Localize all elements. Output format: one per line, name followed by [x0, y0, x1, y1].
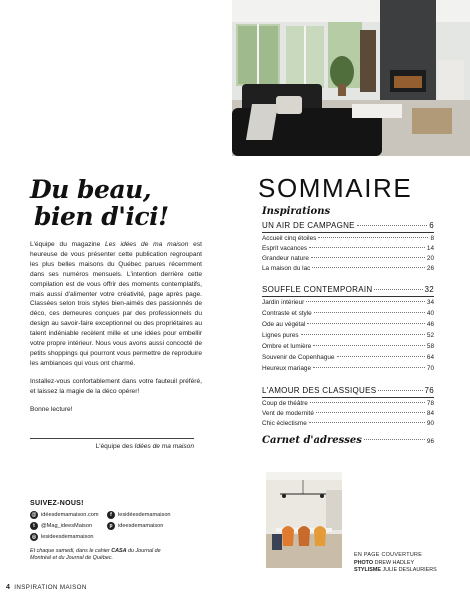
toc-entry[interactable]: Jardin intérieur 34 [262, 299, 434, 306]
toc-entry[interactable]: Ombre et lumière 58 [262, 343, 434, 350]
toc-entry[interactable]: Esprit vacances 14 [262, 245, 434, 252]
social-link-pinterest[interactable]: p ideesdemamaison [107, 522, 163, 530]
toc-entry[interactable]: Souvenir de Copenhague 64 [262, 354, 434, 361]
toc-entry[interactable]: Heureux mariage 70 [262, 365, 434, 372]
signature-divider [30, 438, 194, 439]
social-link-web[interactable]: @ idéesdemamaison.com [31, 512, 99, 518]
instagram-icon: ◎ [31, 534, 37, 540]
toc-section-contemporain[interactable]: SOUFFLE CONTEMPORAIN 32 [262, 285, 434, 294]
inspirations-heading: Inspirations [262, 206, 331, 217]
section-divider [262, 397, 434, 398]
toc-entry[interactable]: Vent de modernité 84 [262, 410, 434, 417]
intro-paragraph-1: L'équipe du magazine Les idées de ma maison est heureuse de vous présenter cette publication regroupant les plus belles maisons du Québec parues récemment dans ses numéros mensuels. L'intention derrière cette compilation est de vous offrir des moments contemplatifs, mais aussi d'alimenter votre créativité, page après page. Classées selon trois styles bien-aimés des passionnés de déco, ces demeures conçues par des professionnels du design au savoir-faire exceptionnel ou des propriétaires au talent indéniable recèlent mille et une idées pour embellir votre propre intérieur. Nous vous avons aussi concocté de petits shoppings qui pourront vous permettre de reproduire les ambiances qui vous ont charmé. [30, 241, 202, 367]
toc-entry[interactable]: Lignes pures 52 [262, 332, 434, 339]
styling-credit: STYLISME JULIE DESLAURIERS [354, 567, 437, 574]
editorial-text [30, 240, 202, 419]
toc-entry[interactable]: La maison du lac 26 [262, 265, 434, 272]
web-icon: @ [31, 512, 37, 518]
toc-section-campagne[interactable]: UN AIR DE CAMPAGNE 6 [262, 221, 434, 230]
editorial-headline [30, 176, 230, 230]
toc-address-book[interactable]: Carnet d'adresses 96 [262, 435, 434, 446]
headline-line-1: Du beau, [30, 175, 152, 204]
section-divider [262, 232, 434, 233]
toc-entry[interactable]: Ode au végétal 46 [262, 321, 434, 328]
dining-room-illustration [266, 472, 342, 568]
intro-paragraph-2: Installez-vous confortablement dans votre fauteuil préféré, et laissez la magie de la déco opérer! [30, 377, 202, 395]
intro-closing: Bonne lecture! [30, 405, 73, 413]
toc-entry[interactable]: Contraste et style 40 [262, 310, 434, 317]
page-folio [6, 584, 87, 591]
table-of-contents-title: SOMMAIRE [258, 173, 413, 203]
facebook-icon: f [107, 511, 115, 519]
living-room-illustration [232, 0, 470, 156]
toc-entry[interactable]: Coup de théâtre 78 [262, 400, 434, 407]
cover-credits [354, 552, 437, 575]
social-link-facebook[interactable]: f lesidéesdemamaison [107, 511, 171, 519]
toc-entry[interactable]: Chic éclectisme 90 [262, 420, 434, 427]
toc-entry[interactable]: Grandeur nature 20 [262, 255, 434, 262]
newspaper-note: Et chaque samedi, dans le cahier CASA du Journal de Montréal et du Journal de Québec. [30, 548, 161, 562]
toc-section-classiques[interactable]: L'AMOUR DES CLASSIQUES 76 [262, 386, 434, 395]
twitter-icon: t [30, 522, 38, 530]
follow-us-heading: SUIVEZ-NOUS! [30, 500, 84, 507]
social-link-twitter[interactable]: t @Mag_ideesMaison [30, 522, 92, 530]
photo-credit: PHOTO DREW HADLEY [354, 559, 415, 566]
headline-line-2: bien d'ici! [34, 202, 169, 231]
social-link-instagram[interactable]: ◎ lesideesdemamaison [31, 534, 94, 540]
toc-entry[interactable]: Accueil cinq étoiles 8 [262, 235, 434, 242]
cover-credits-title: EN PAGE COUVERTURE [354, 552, 423, 558]
living-room-photo [232, 0, 470, 156]
publication-name: INSPIRATION MAISON [14, 584, 87, 591]
magazine-name: Les idées de ma maison [105, 241, 189, 248]
pinterest-icon: p [107, 522, 115, 530]
cover-photo-thumbnail [266, 472, 342, 568]
editorial-signature: L'équipe des Idées de ma maison [95, 443, 194, 450]
page-number: 4 [6, 584, 11, 591]
section-divider [262, 296, 434, 297]
